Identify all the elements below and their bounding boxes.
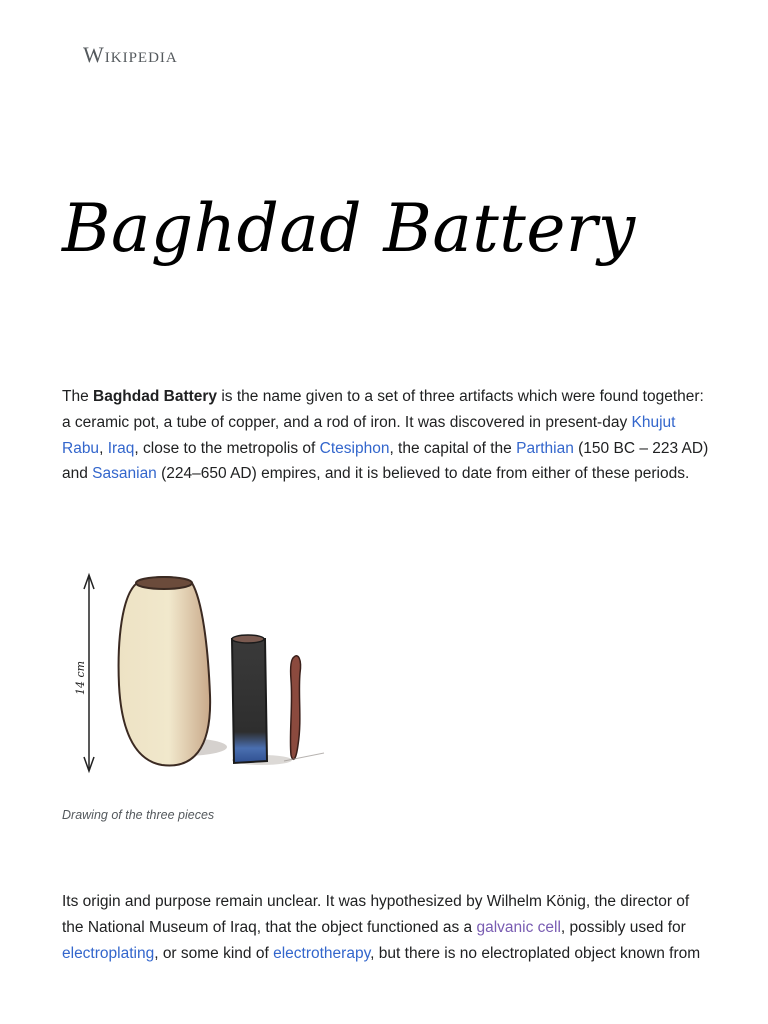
intro-paragraph: [62, 384, 712, 487]
link-khujut-rabu[interactable]: Khujut Rabu: [62, 413, 676, 457]
intro-text: , close to the metropolis of: [134, 439, 320, 457]
iron-rod-shape: [290, 656, 300, 760]
origin-text: , but there is no electroplated object known from: [370, 944, 701, 962]
intro-text: ,: [99, 439, 108, 457]
ceramic-pot-shape: [119, 577, 211, 766]
origin-paragraph: [62, 889, 712, 966]
link-iraq[interactable]: Iraq: [107, 439, 135, 457]
battery-drawing-svg: [62, 555, 342, 780]
origin-text: , or some kind of: [154, 944, 274, 962]
wikipedia-wordmark[interactable]: Wikipedia: [83, 42, 178, 67]
origin-text: , possibly used for: [560, 918, 686, 936]
link-electroplating[interactable]: electroplating: [62, 944, 155, 962]
scale-label: 14 cm: [74, 660, 87, 695]
origin-text: Its origin and purpose remain unclear. It was hypothesized by Wilhelm König, the director of the National Museum of Iraq, that the object functioned as a: [62, 893, 690, 936]
figure-caption: Drawing of the three pieces: [62, 808, 215, 822]
link-ctesiphon[interactable]: Ctesiphon: [319, 439, 390, 457]
intro-text: , the capital of the: [389, 439, 517, 457]
link-parthian[interactable]: Parthian: [516, 439, 574, 457]
link-galvanic-cell[interactable]: galvanic cell: [476, 918, 561, 936]
intro-text: (224–650 AD) empires, and it is believed to date from either of these periods.: [156, 465, 690, 483]
intro-text: The: [62, 388, 94, 405]
intro-text: (150 BC – 223 AD) and: [62, 439, 709, 483]
link-sasanian[interactable]: Sasanian: [92, 465, 157, 483]
link-electrotherapy[interactable]: electrotherapy: [273, 944, 371, 962]
copper-tube-shape: [232, 639, 267, 763]
intro-bold-term: Baghdad Battery: [93, 388, 218, 405]
intro-text: is the name given to a set of three artifacts which were found together: a ceramic pot, a tube of copper, and a rod of iron. It was discovered in present-day: [62, 388, 704, 431]
battery-drawing-image[interactable]: [62, 555, 342, 780]
page-title: Baghdad Battery: [62, 190, 636, 267]
